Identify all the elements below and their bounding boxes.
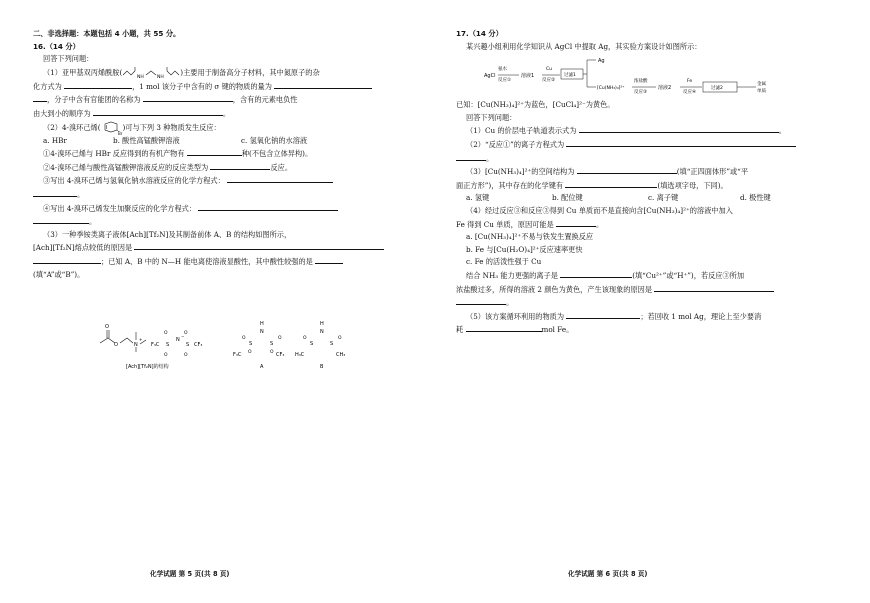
s-label-b2: S bbox=[330, 341, 334, 347]
answer-blank[interactable] bbox=[566, 138, 796, 147]
flow-filter2: 过滤2 bbox=[711, 86, 723, 92]
s-label-2: S bbox=[186, 342, 190, 348]
q16-2-sub4: ④写出 4-溴环己烯发生加聚反应的化学方程式： bbox=[33, 202, 415, 216]
q17-4-line4: 浓盐酸过多，所得的溶液 2 颜色为黄色，产生该现象的原因是 bbox=[456, 283, 838, 297]
q16-1-line2: 化方式为 ，1 mol 该分子中含有的 σ 键的物质的量为 bbox=[33, 80, 415, 94]
option-a: a. 氢键 bbox=[466, 193, 490, 203]
q16-intro: 回答下列问题： bbox=[43, 54, 94, 64]
q17-4-line5: 。 bbox=[456, 296, 838, 310]
answer-blank[interactable] bbox=[198, 202, 338, 211]
flow-r3: 反应③ bbox=[634, 90, 648, 96]
n-label-a: N bbox=[260, 329, 264, 335]
caption-b: B bbox=[320, 364, 324, 370]
q16-2-sub1: ①4-溴环己烯与 HBr 反应得到的有机产物有 种(不包含立体异构)。 bbox=[43, 149, 313, 159]
q17-4-opt-a: a. [Cu(NH₃)₄]²⁺不易与铁发生置换反应 bbox=[466, 232, 594, 242]
answer-blank[interactable] bbox=[566, 310, 640, 319]
o-label-2: O bbox=[114, 342, 118, 348]
q17-1: （1）Cu 的价层电子轨道表示式为 。 bbox=[466, 126, 786, 136]
answer-blank[interactable] bbox=[556, 218, 596, 227]
answer-blank[interactable] bbox=[33, 215, 89, 224]
answer-blank[interactable] bbox=[456, 152, 486, 161]
flow-complex: [Cu(NH₃)₄]²⁺ bbox=[597, 86, 625, 92]
answer-blank[interactable] bbox=[93, 107, 223, 116]
option-b: b. 酸性高锰酸钾溶液 bbox=[113, 135, 180, 145]
answer-blank[interactable] bbox=[565, 179, 657, 188]
flow-ammonia: 氨水 bbox=[498, 67, 507, 73]
s-label-a2: S bbox=[270, 341, 274, 347]
section-title: 二、非选择题：本题包括 4 小题，共 55 分。 bbox=[33, 29, 181, 38]
q16-1-line4: 由大到小的顺序为 。 bbox=[33, 108, 231, 118]
flowchart bbox=[484, 55, 814, 95]
answer-blank[interactable] bbox=[64, 80, 132, 89]
footer-right-page-number: 化学试题 第 6 页(共 8 页) bbox=[568, 570, 648, 578]
flow-filter1: 过滤1 bbox=[564, 73, 576, 79]
footer-left-page-number: 化学试题 第 5 页(共 8 页) bbox=[150, 570, 230, 578]
q16-1-line3: ，分子中含有官能团的名称为 ，含有的元素电负性 bbox=[33, 93, 415, 107]
ionic-liquid-structure bbox=[96, 318, 226, 370]
answer-blank[interactable] bbox=[33, 188, 77, 197]
option-b: b. 配位键 bbox=[552, 193, 583, 203]
ach-caption: [Ach][Tf₂N]的结构 bbox=[126, 364, 169, 370]
q16-2-sub3-cont: 。 bbox=[33, 188, 415, 202]
q17-heading: 17.（14 分） bbox=[456, 29, 503, 38]
option-c: c. 离子键 bbox=[648, 193, 679, 203]
q17-3-options bbox=[456, 192, 838, 205]
flow-r2: 反应② bbox=[542, 78, 556, 84]
flow-metal1: 金属 bbox=[757, 82, 766, 88]
q17-4-opt-c: c. Fe 的活泼性强于 Cu bbox=[466, 257, 542, 267]
o-label-a1: O bbox=[242, 336, 246, 341]
answer-blank[interactable] bbox=[33, 93, 47, 102]
o-label: O bbox=[105, 324, 109, 330]
s-label: S bbox=[166, 342, 170, 348]
flow-metal2: 单质 bbox=[757, 89, 766, 95]
f3c-label: F₃C bbox=[151, 342, 160, 348]
answer-blank[interactable] bbox=[654, 283, 774, 292]
s-label-a: S bbox=[249, 341, 253, 347]
q17-4-line2: Fe 得到 Cu 单质，原因可能是 。 bbox=[456, 219, 604, 229]
s-label-b: S bbox=[310, 341, 314, 347]
answer-blank[interactable] bbox=[134, 241, 384, 250]
q16-2-sub3: ③写出 4-溴环己烯与氢氧化钠水溶液反应的化学方程式： bbox=[33, 174, 415, 188]
q17-5-line1: （5）该方案循环利用的物质为 ；若回收 1 mol Ag，理论上至少要消 bbox=[466, 311, 762, 321]
flow-hcl: 浓盐酸 bbox=[634, 79, 648, 85]
answer-blank[interactable] bbox=[315, 255, 343, 264]
q16-3-line2: [Ach][Tf₂N]熔点较低的原因是 bbox=[33, 241, 415, 255]
q17-3-line1: （3）[Cu(NH₃)₄]²⁺的空间结构为 (填“正四面体形”或“平 bbox=[466, 167, 749, 177]
q16-2-line1: （2）4-溴环己烯( Br )可与下列 3 种物质发生反应： bbox=[43, 122, 221, 135]
f3c-label-a: F₃C bbox=[233, 352, 242, 358]
q17-5-line2: 耗 mol Fe。 bbox=[456, 325, 574, 335]
o-label-a2: O bbox=[278, 336, 282, 341]
ch3-label-b: CH₃ bbox=[336, 352, 346, 358]
page-left bbox=[33, 28, 415, 281]
q17-intro2: 回答下列问题： bbox=[466, 112, 517, 122]
answer-blank[interactable] bbox=[274, 80, 372, 89]
flow-sol2: 溶液2 bbox=[658, 85, 672, 92]
flow-sol1: 溶液1 bbox=[521, 73, 535, 80]
nh-label-2: NH bbox=[157, 74, 165, 80]
caption-a: A bbox=[260, 364, 264, 370]
option-a: a. HBr bbox=[43, 135, 67, 145]
q17-4-line1: （4）经过反应③和反应③得到 Cu 单质而不是直接向含[Cu(NH₃)₄]²⁺的溶液中加入 bbox=[466, 205, 733, 215]
q16-3-line4: (填“A”或“B”)。 bbox=[33, 269, 85, 279]
q16-2-sub2: ②4-溴环己烯与酸性高锰酸钾溶液反应的反应类型为 反应。 bbox=[43, 162, 293, 172]
precursor-a-structure bbox=[232, 318, 294, 370]
answer-blank[interactable] bbox=[210, 161, 270, 170]
h3c-label-b: H₃C bbox=[295, 352, 305, 358]
bromocyclohexene-structure bbox=[101, 121, 123, 135]
q16-3-line3: ；已知 A、B 中的 N—H 能电离使溶液显酸性，其中酸性较强的是 bbox=[33, 255, 415, 269]
q17-2: （2）“反应①”的离子方程式为 bbox=[456, 138, 838, 152]
cf3-label-a: CF₃ bbox=[276, 352, 285, 358]
flow-agcl: AgCl bbox=[484, 73, 496, 80]
answer-blank[interactable] bbox=[560, 269, 632, 278]
q17-intro: 某兴趣小组利用化学知识从 AgCl 中提取 Ag，其实验方案设计如图所示： bbox=[466, 41, 702, 51]
q16-3-line1: （3）一种季铵类离子液体[Ach][Tf₂N]及其制备前体 A、B 的结构如图所示， bbox=[43, 229, 292, 239]
q17-3-line2: 面正方形”)，其中存在的化学键有 (填选项字母，下同)。 bbox=[456, 180, 728, 190]
n-label-b: N bbox=[320, 329, 324, 335]
flow-cu: Cu bbox=[546, 67, 552, 73]
precursor-b-structure bbox=[294, 318, 356, 370]
q17-2-cont: 。 bbox=[456, 152, 838, 166]
q17-known: 已知：[Cu(NH₃)₄]²⁺为蓝色，[CuCl₄]²⁻为黄色。 bbox=[456, 100, 615, 110]
answer-blank[interactable] bbox=[187, 147, 242, 156]
o-label-a3: O bbox=[248, 350, 252, 355]
o-label-b2: O bbox=[338, 336, 342, 341]
o-label-b1: O bbox=[303, 336, 307, 341]
minus-label: − bbox=[181, 334, 185, 339]
o-label-3: O bbox=[164, 331, 168, 336]
answer-blank[interactable] bbox=[579, 124, 779, 133]
o-label-4: O bbox=[164, 353, 168, 358]
answer-blank[interactable] bbox=[456, 296, 506, 305]
plus-label: + bbox=[139, 337, 143, 342]
n-label-2: N bbox=[176, 337, 180, 343]
q17-4-line3: 结合 NH₃ 能力更强的离子是 (填“Cu²⁺”或“H⁺”)，若反应③所加 bbox=[466, 270, 745, 280]
n-label: N bbox=[134, 342, 138, 348]
cf3-label: CF₃ bbox=[194, 342, 203, 348]
br-label: Br bbox=[117, 130, 122, 135]
flow-r1: 反应① bbox=[498, 78, 512, 84]
answer-blank[interactable] bbox=[33, 255, 101, 264]
answer-blank[interactable] bbox=[466, 323, 542, 332]
q17-4-opt-b: b. Fe 与[Cu(H₂O)₄]²⁺反应速率更快 bbox=[466, 244, 583, 254]
answer-blank[interactable] bbox=[143, 93, 233, 102]
flow-ag: Ag bbox=[598, 58, 605, 65]
methylene-bisacrylamide-structure bbox=[122, 66, 180, 80]
q16-heading: 16.（14 分） bbox=[33, 41, 80, 51]
q16-2-options bbox=[33, 135, 415, 148]
answer-blank[interactable] bbox=[227, 174, 333, 183]
flow-fe: Fe bbox=[687, 79, 693, 85]
q16-2-sub4-cont: 。 bbox=[33, 215, 415, 229]
o-label-5: O bbox=[184, 331, 188, 336]
o-label-a4: O bbox=[270, 350, 274, 355]
q16-1-line1: （1）亚甲基双丙烯酰胺( NH NH )主要用于制备高分子材料，其中氮原子的杂 bbox=[43, 67, 320, 80]
page-right bbox=[456, 28, 838, 337]
option-d: d. 极性键 bbox=[740, 193, 771, 203]
nh-label: NH bbox=[137, 74, 145, 80]
flow-r4: 反应④ bbox=[683, 90, 697, 96]
o-label-6: O bbox=[184, 353, 188, 358]
h-label: H bbox=[260, 321, 264, 327]
h-label-b: H bbox=[320, 321, 324, 327]
answer-blank[interactable] bbox=[577, 165, 677, 174]
option-c: c. 氢氧化钠的水溶液 bbox=[241, 135, 308, 145]
